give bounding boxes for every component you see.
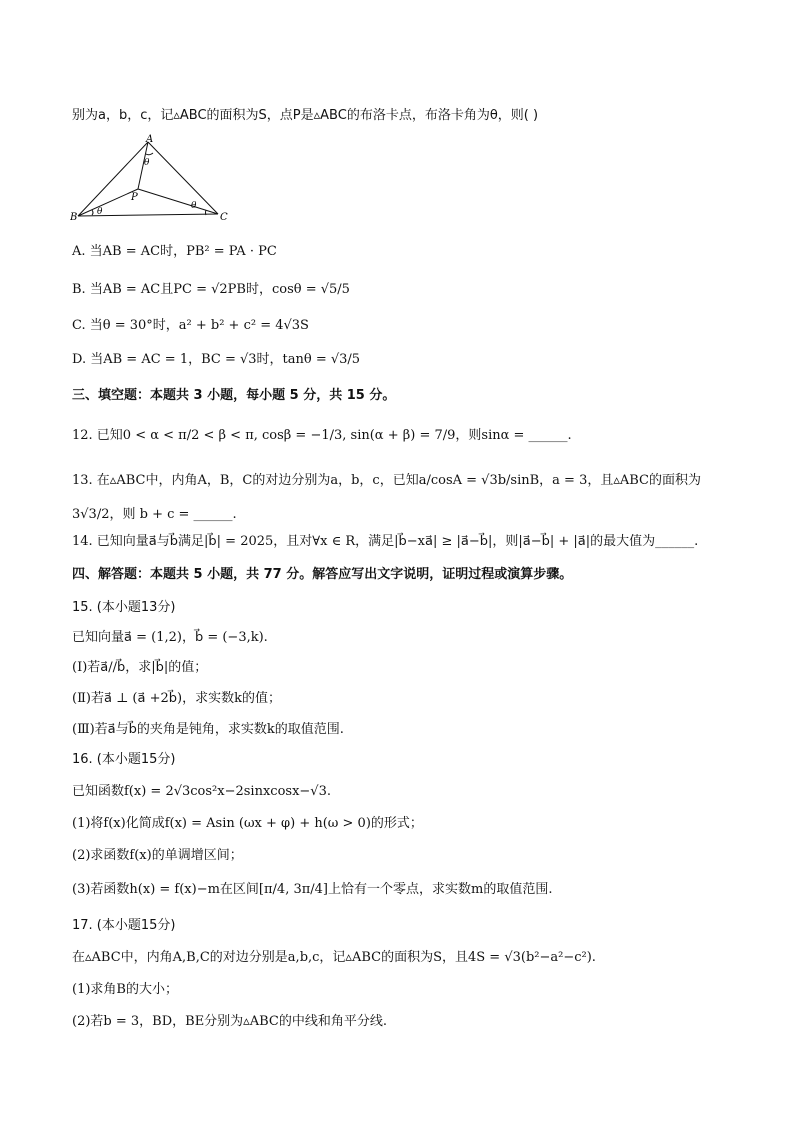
section-3-heading (72, 384, 395, 403)
edge-ab (78, 142, 148, 216)
question-16-stem (72, 780, 331, 799)
option-b-text: B. 当AB = AC且PC = √2PB时，cosθ = √5/5 (72, 282, 350, 297)
question-16-stem-text: 已知函数f(x) = 2√3cos²x−2sinxcosx−√3. (72, 784, 331, 799)
question-16-part-1-text: (1)将f(x)化简成f(x) = Asin (ωx + φ) + h(ω > 0)的形式； (72, 816, 423, 831)
section-3-text: 三、填空题：本题共 3 小题，每小题 5 分，共 15 分。 (72, 388, 396, 403)
question-11-stem-continued (72, 104, 538, 123)
question-14 (72, 530, 698, 549)
angle-arc-a (146, 153, 153, 155)
label-a: A (146, 134, 154, 145)
question-16-part-2 (72, 844, 243, 863)
question-12-text: 12. 已知0 < α < π/2 < β < π, cosβ = −1/3, sin(α + β) = 7/9，则sinα = ______. (72, 428, 572, 443)
question-16-part-3-text: (3)若函数h(x) = f(x)−m在区间[π/4, 3π/4]上恰有一个零点，求实数m的取值范围. (72, 882, 553, 897)
question-16-heading (72, 748, 176, 767)
question-17-part-1 (72, 978, 178, 997)
intro-text: 别为a，b，c，记▵ABC的面积为S，点P是▵ABC的布洛卡点，布洛卡角为θ，则( ) (72, 108, 539, 123)
question-15-part-3-text: (Ⅲ)若a⃗与b⃗的夹角是钝角，求实数k的取值范围. (72, 722, 344, 737)
question-15-part-1 (72, 656, 207, 675)
question-16-part-3 (72, 878, 552, 897)
option-b (72, 278, 350, 297)
question-15-part-3 (72, 718, 344, 737)
label-b: B (70, 212, 78, 223)
question-15-part-2 (72, 687, 281, 706)
label-p: P (131, 192, 138, 203)
option-d (72, 348, 360, 367)
question-17-heading (72, 914, 176, 933)
question-17-stem-text: 在▵ABC中，内角A,B,C的对边分别是a,b,c，记▵ABC的面积为S，且4S = √3(b²−a²−c²). (72, 950, 596, 965)
question-15-part-2-text: (Ⅱ)若a⃗ ⊥ (a⃗ +2b⃗)，求实数k的值； (72, 691, 281, 706)
section-4-text: 四、解答题：本题共 5 小题，共 77 分。解答应写出文字说明，证明过程或演算步骤。 (72, 567, 573, 582)
question-17-part-1-text: (1)求角B的大小； (72, 982, 178, 997)
section-4-heading (72, 563, 572, 582)
question-17-part-2 (72, 1010, 387, 1029)
angle-arc-b (92, 210, 93, 215)
question-14-text: 14. 已知向量a⃗与b⃗满足|b⃗| = 2025，且对∀x ∈ R，满足|b⃗−xa⃗| ≥ |a⃗−b⃗|，则|a⃗−b⃗| + |a⃗|的最大值为______. (72, 534, 699, 549)
question-13 (72, 464, 722, 532)
option-a (72, 240, 277, 259)
angle-arc-c (206, 210, 207, 215)
question-17-part-2-text: (2)若b = 3，BD，BE分别为▵ABC的中线和角平分线. (72, 1014, 387, 1029)
question-15-stem (72, 626, 268, 645)
label-c: C (220, 212, 228, 223)
question-17-head-text: 17. (本小题15分) (72, 918, 176, 933)
theta-b: θ (97, 207, 103, 217)
option-d-text: D. 当AB = AC = 1，BC = √3时，tanθ = √3/5 (72, 352, 361, 367)
question-17-stem (72, 946, 596, 965)
theta-a: θ (144, 158, 150, 168)
segment-pb (78, 189, 138, 216)
question-16-part-2-text: (2)求函数f(x)的单调增区间； (72, 848, 243, 863)
question-15-stem-text: 已知向量a⃗ = (1,2)，b⃗ = (−3,k). (72, 630, 268, 645)
option-c-text: C. 当θ = 30°时，a² + b² + c² = 4√3S (72, 318, 309, 333)
question-13-text: 13. 在▵ABC中，内角A，B，C的对边分别为a，b，c，已知a/cosA = √3b/sinB，a = 3，且▵ABC的面积为3√3/2，则 b + c = ______. (72, 473, 702, 522)
question-16-part-1 (72, 812, 423, 831)
theta-c: θ (191, 201, 197, 211)
option-a-text: A. 当AB = AC时，PB² = PA · PC (72, 244, 277, 259)
question-12 (72, 424, 572, 443)
option-c (72, 314, 309, 333)
question-15-heading (72, 596, 176, 615)
triangle-figure (70, 134, 240, 224)
question-15-head-text: 15. (本小题13分) (72, 600, 176, 615)
question-16-head-text: 16. (本小题15分) (72, 752, 176, 767)
question-15-part-1-text: (Ⅰ)若a⃗//b⃗，求|b⃗|的值； (72, 660, 208, 675)
